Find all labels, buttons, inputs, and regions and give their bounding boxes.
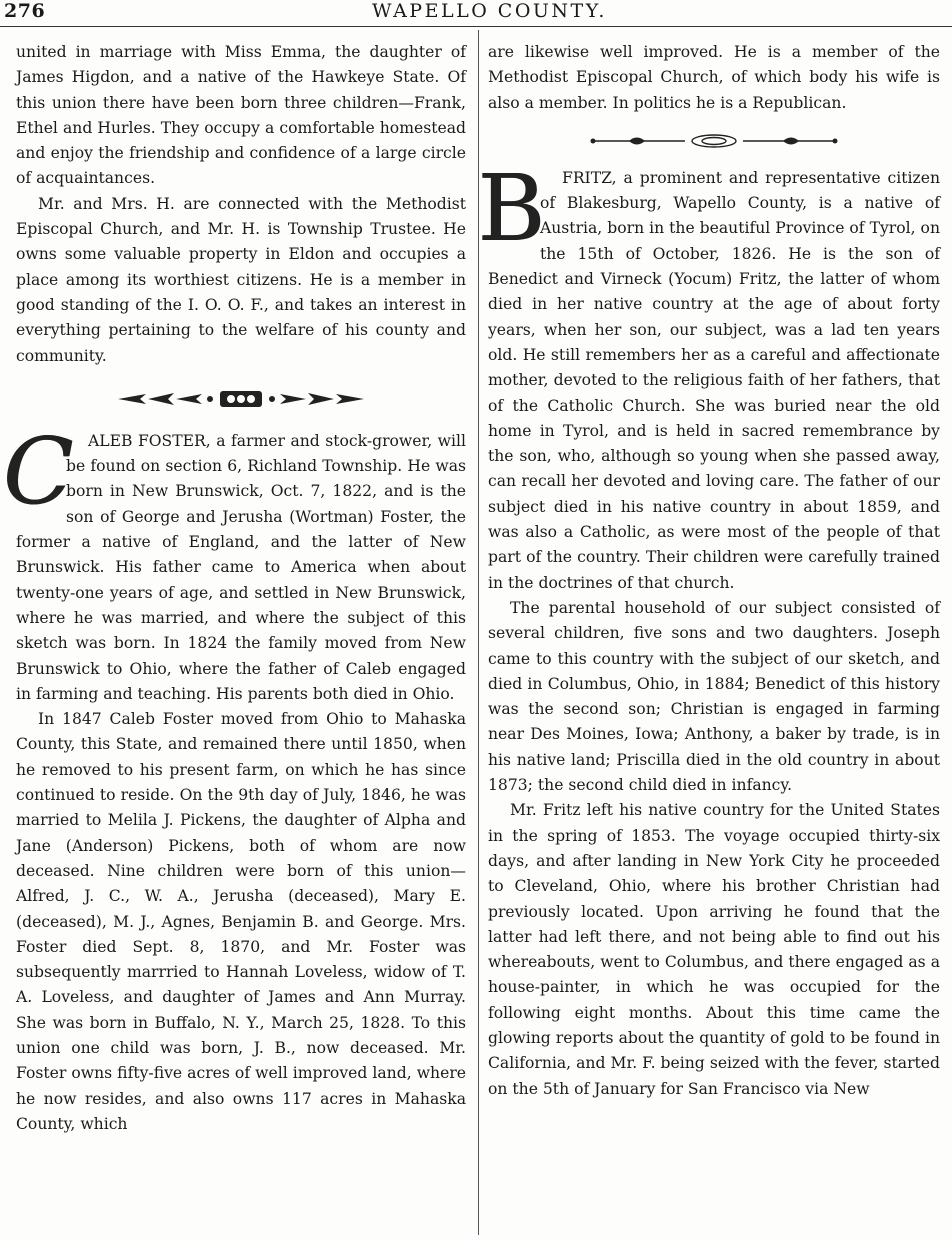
foster-paragraph-end: are likewise well improved. He is a member of the Methodist Episcopal Church, of which body his wife is also a member. In politics he is a Republican.	[488, 43, 940, 112]
fritz-lead-paragraph: FRITZ, a prominent and representative citizen of Blakesburg, Wapello County, is a native of Austria, born in the beautiful Province of Tyrol, on the 15th of October, 1826. He is the son of Benedict and Virneck (Yocum) Fritz, the latter of whom died in her native country at the age of about forty years, when her son, our subject, was a lad ten years old. He still remembers her as a careful and affectionate mother, devoted to the religious faith of her fathers, that of the Catholic Church. She was buried near the old home in Tyrol, and is held in sacred remembrance by the son, who, although so young when she passed away, can recall her devoted and loving care. The father of our subject died in his native country in about 1859, and was also a Catholic, as were most of the people of that part of the country. Their children were carefully trained in the doctrines of that church.	[488, 168, 940, 592]
foster-drop-cap: C	[2, 417, 74, 525]
ornament-divider-icon	[116, 388, 366, 410]
fritz-drop-cap: B	[477, 154, 545, 262]
left-column	[2, 40, 466, 1137]
right-column	[477, 40, 940, 1102]
fritz-emigration-paragraph: Mr. Fritz left his native country for the United States in the spring of 1853. The voyage occupied thirty-six days, and after landing in New York City he proceeded to Cleveland, Ohio, where his brother Christian had previously located. Upon arriving he found that the latter had left there, and not being able to find out his whereabouts, went to Columbus, and there engaged as a house-painter, in which he was occupied for the following eight months. About this time came the glowing reports about the quantity of gold to be found in California, and Mr. F. being seized with the fever, started on the 5th of January for San Francisco via New	[488, 801, 940, 1098]
running-head: WAPELLO COUNTY.	[372, 0, 607, 22]
header-rule	[0, 26, 952, 27]
foster-lead-paragraph: ALEB FOSTER, a farmer and stock-grower, will be found on section 6, Richland Township. He was born in New Brunswick, Oct. 7, 1822, and is the son of George and Jerusha (Wortman) Foster, the former a native of England, and the latter of New Brunswick. His father came to America when about twenty-one years of age, and settled in New Brunswick, where he was married, and where the subject of this sketch was born. In 1824 the family moved from New Brunswick to Ohio, where the father of Caleb engaged in farming and teaching. His parents both died in Ohio.	[16, 431, 466, 703]
ornament-rule-icon	[589, 133, 839, 149]
page-header	[0, 0, 952, 30]
page-number: 276	[4, 0, 46, 22]
fritz-sketch	[477, 154, 940, 596]
foster-paragraph-2: In 1847 Caleb Foster moved from Ohio to Mahaska County, this State, and remained there until 1850, when he removed to his present farm, on which he has since continued to reside. On the 9th day of July, 1846, he was married to Melila J. Pickens, the daughter of Alpha and Jane (Anderson) Pickens, both of whom are now deceased. Nine children were born of this union—Alfred, J. C., W. A., Jerusha (deceased), Mary E. (deceased), M. J., Agnes, Benjamin B. and George. Mrs. Foster died Sept. 8, 1870, and Mr. Foster was subsequently marrried to Hannah Loveless, widow of T. A. Loveless, and daughter of James and Ann Murray. She was born in Buffalo, N. Y., March 25, 1828. To this union one child was born, J. B., now deceased. Mr. Foster owns fifty-five acres of well improved land, where he now resides, and also owns 117 acres in Mahaska County, which	[16, 710, 466, 1133]
foster-sketch	[2, 417, 466, 707]
church-paragraph: Mr. and Mrs. H. are connected with the Methodist Episcopal Church, and Mr. H. is Township Trustee. He owns some valuable property in Eldon and occupies a place among its worthiest citizens. He is a member in good standing of the I. O. O. F., and takes an interest in everything pertaining to the welfare of his county and community.	[16, 194, 466, 365]
section-ornament-small	[488, 116, 940, 166]
fritz-family-paragraph: The parental household of our subject consisted of several children, five sons and two daughters. Joseph came to this country with the subject of our sketch, and died in Columbus, Ohio, in 1884; Benedict of this history was the second son; Christian is engaged in farming near Des Moines, Iowa; Anthony, a baker by trade, is in his native land; Priscilla died in the old country in about 1873; the second child died in infancy.	[488, 598, 940, 795]
section-ornament	[16, 369, 466, 429]
higdon-paragraph-end: united in marriage with Miss Emma, the daughter of James Higdon, and a native of the Hawkeye State. Of this union there have been born three children—Frank, Ethel and Hurles. They occupy a comfortable homestead and enjoy the friendship and confidence of a large circle of acquaintances.	[16, 43, 466, 188]
